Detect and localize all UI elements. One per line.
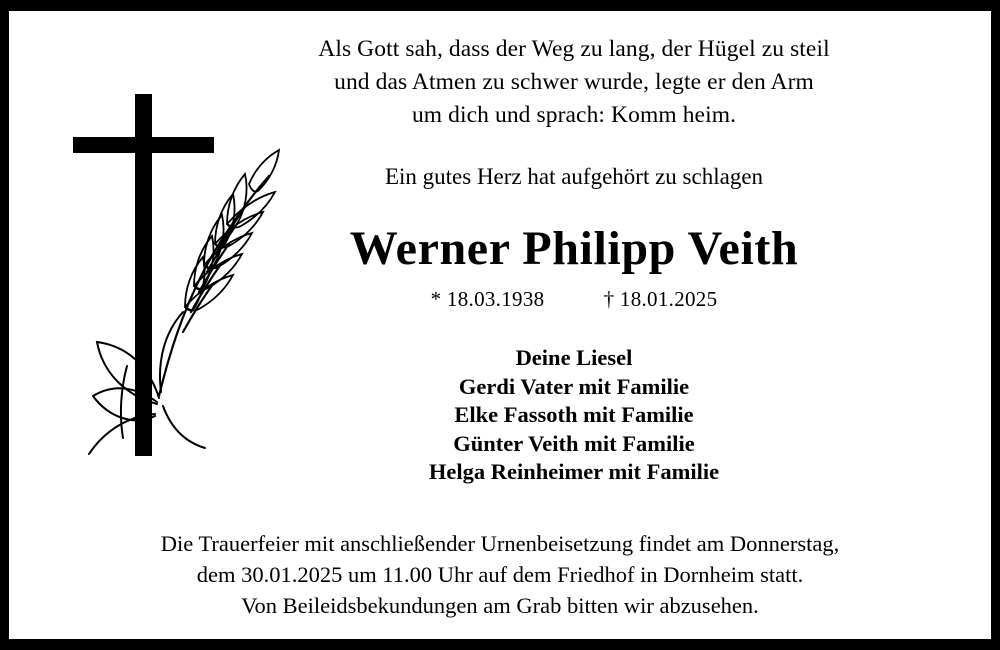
deceased-name: Werner Philipp Veith — [349, 222, 799, 275]
funeral-details-line: dem 30.01.2025 um 11.00 Uhr auf dem Friedhof in Dornheim statt. — [196, 562, 804, 587]
verse-line: und das Atmen zu schwer wurde, legte er den Arm — [334, 69, 814, 95]
verse-line: um dich und sprach: Komm heim. — [411, 102, 737, 128]
family-member: Elke Fassoth mit Familie — [454, 402, 694, 427]
funeral-details-line: Von Beileidsbekundungen am Grab bitten wir abzusehen. — [241, 593, 759, 618]
funeral-details — [29, 528, 971, 621]
verse — [164, 33, 984, 132]
verse-line: Als Gott sah, dass der Weg zu lang, der Hügel zu steil — [318, 36, 830, 62]
life-dates — [164, 287, 984, 312]
death-date: † 18.01.2025 — [603, 287, 718, 311]
subline: Ein gutes Herz hat aufgehört zu schlagen — [384, 164, 764, 189]
family-member: Gerdi Vater mit Familie — [458, 373, 690, 399]
funeral-details-line: Die Trauerfeier mit anschließender Urnenbeisetzung findet am Donnerstag, — [160, 531, 840, 556]
notice-text-block — [164, 33, 984, 487]
notice-inner — [9, 11, 991, 639]
family-member: Helga Reinheimer mit Familie — [428, 459, 720, 484]
family-list — [164, 344, 984, 487]
family-member: Deine Liesel — [515, 345, 633, 370]
family-member: Günter Veith mit Familie — [453, 430, 695, 456]
birth-date: * 18.03.1938 — [430, 287, 545, 311]
